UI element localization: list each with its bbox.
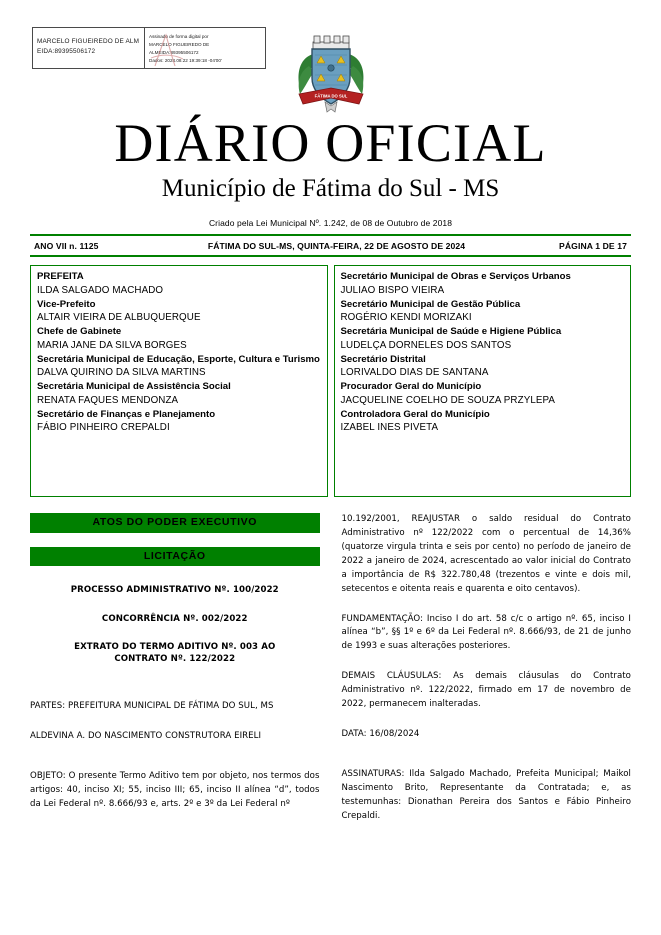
official-role: Secretária Municipal de Assistência Social (37, 381, 231, 393)
paragraph-object: OBJETO: O presente Termo Aditivo tem por objeto, nos termos dos artigos: 40, inciso XI; 55, inciso III; 65, inciso II alínea “d”, todos da Lei Federal nº. 8.666/93 e, arts. 2º e 3º da Lei Federal nº (30, 770, 320, 809)
official-person: JACQUELINE COELHO DE SOUZA PRZYLEPA (340, 394, 556, 406)
official-role: Vice-Prefeito (37, 298, 96, 310)
emblem-ribbon-text: FÁTIMA DO SUL (314, 93, 347, 99)
body-columns (30, 513, 631, 824)
body-column-left (30, 513, 320, 824)
issue-year-number: ANO VII n. 1125 (34, 240, 99, 251)
signature-flourish-icon (147, 32, 187, 68)
official-role: Procurador Geral do Município (340, 381, 482, 393)
officials-box-left (30, 265, 328, 497)
banner-bidding: LICITAÇÃO (30, 547, 320, 567)
signature-meta-line-3: ALMEIDA:89395506172 (149, 50, 199, 56)
digital-signature-box (32, 27, 266, 69)
heading-amendment-extract-line1: EXTRATO DO TERMO ADITIVO Nº. 003 AO (74, 642, 276, 652)
official-person: ILDA SALGADO MACHADO (37, 284, 164, 296)
official-role: Secretário Municipal de Obras e Serviços Urbanos (340, 271, 571, 282)
signature-metadata (144, 28, 265, 68)
page-title: DIÁRIO OFICIAL (114, 113, 547, 173)
issue-page-label: PÁGINA 1 DE 17 (559, 240, 627, 251)
heading-amendment-extract (30, 641, 320, 666)
official-person: IZABEL INES PIVETA (340, 422, 439, 434)
official-person: JULIAO BISPO VIEIRA (340, 284, 445, 296)
paragraph-parties: PARTES: PREFEITURA MUNICIPAL DE FÁTIMA DO SUL, MS (30, 700, 274, 711)
municipal-coat-of-arms-icon (291, 28, 371, 116)
official-role: Secretário Municipal de Gestão Pública (340, 298, 521, 310)
signature-meta-line-4: Dados: 2024.08.22 19:39:18 -04'00' (149, 58, 222, 64)
paragraph-date: DATA: 16/08/2024 (341, 729, 420, 740)
banner-executive-acts: ATOS DO PODER EXECUTIVO (30, 513, 320, 533)
official-role: Secretário Distrital (340, 353, 426, 365)
paragraph-signatures: ASSINATURAS: Ilda Salgado Machado, Prefeita Municipal; Maikol Nascimento Brito, Representante da Contratada; e, as testemunhas: Dionathan Pereira dos Santos e Fábio Pinheiro Crepaldi. (341, 768, 631, 821)
officials-box-right (334, 265, 632, 497)
paragraph-remaining-clauses: DEMAIS CLÁUSULAS: As demais cláusulas do Contrato Administrativo nº. 122/2022, firmado em 17 de novembro de 2022, permanecem inalteradas. (341, 671, 631, 710)
heading-administrative-process: PROCESSO ADMINISTRATIVO Nº. 100/2022 (70, 585, 279, 596)
official-person: ROGÉRIO KENDI MORIZAKI (340, 312, 472, 324)
official-person: ALTAIR VIEIRA DE ALBUQUERQUE (37, 312, 201, 324)
body-column-right (342, 513, 632, 824)
creation-law-line: Criado pela Lei Municipal Nº. 1.242, de 08 de Outubro de 2018 (208, 218, 453, 228)
heading-tender: CONCORRÊNCIA Nº. 002/2022 (101, 613, 248, 624)
paragraph-legal-basis: FUNDAMENTAÇÃO: Inciso I do art. 58 c/c o artigo nº. 65, inciso I alínea “b”, §§ 1º e 6º da Lei Federal nº. 8.666/93, de 21 de junho de 1993 e suas alterações posteriores. (341, 613, 631, 652)
signature-meta-line-1: Assinado de forma digital por (149, 34, 209, 39)
official-person: RENATA FAQUES MENDONZA (37, 394, 179, 406)
official-role: Secretária Municipal de Saúde e Higiene Pública (340, 326, 562, 338)
official-person: MARIA JANE DA SILVA BORGES (37, 339, 187, 351)
paragraph-contractor: ALDEVINA A. DO NASCIMENTO CONSTRUTORA EIRELI (30, 730, 262, 741)
official-role: Secretário de Finanças e Planejamento (37, 408, 216, 420)
issue-city-date: FÁTIMA DO SUL-MS, QUINTA-FEIRA, 22 DE AGOSTO DE 2024 (207, 240, 466, 251)
official-person: LUDELÇA DORNELES DOS SANTOS (340, 339, 512, 351)
official-role: PREFEITA (37, 271, 84, 282)
page-subtitle: Município de Fátima do Sul - MS (161, 175, 500, 202)
issue-info-bar (30, 234, 631, 257)
official-person: DALVA QUIRINO DA SILVA MARTINS (37, 367, 206, 379)
official-person: LORIVALDO DIAS DE SANTANA (340, 367, 489, 379)
officials-section (30, 265, 631, 497)
heading-amendment-extract-line2: CONTRATO Nº. 122/2022 (114, 654, 236, 665)
paragraph-object-continued: 10.192/2001, REAJUSTAR o saldo residual do Contrato Administrativo nº 122/2022 com o percentual de 14,36% (quatorze virgula trinta e seis por cento) no período de janeiro de 2022 a janeiro de 2024, acrescentado ao valor inicial do Contrato a importância de R$ 322.780,48 (trezentos e vinte e dois mil, setecentos e oitenta reais e quarenta e oito centavos). (341, 514, 631, 594)
official-role: Controladora Geral do Município (340, 408, 490, 420)
official-role: Chefe de Gabinete (37, 326, 122, 338)
official-role: Secretária Municipal de Educação, Esporte, Cultura e Turismo (37, 353, 320, 365)
signature-meta-line-2: MARCELO FIGUEIREDO DE (149, 42, 210, 48)
signature-signer-name: MARCELO FIGUEIREDO DE ALMEIDA:89395506172 (37, 38, 140, 55)
official-person: FÁBIO PINHEIRO CREPALDI (37, 422, 170, 434)
masthead (30, 0, 631, 228)
